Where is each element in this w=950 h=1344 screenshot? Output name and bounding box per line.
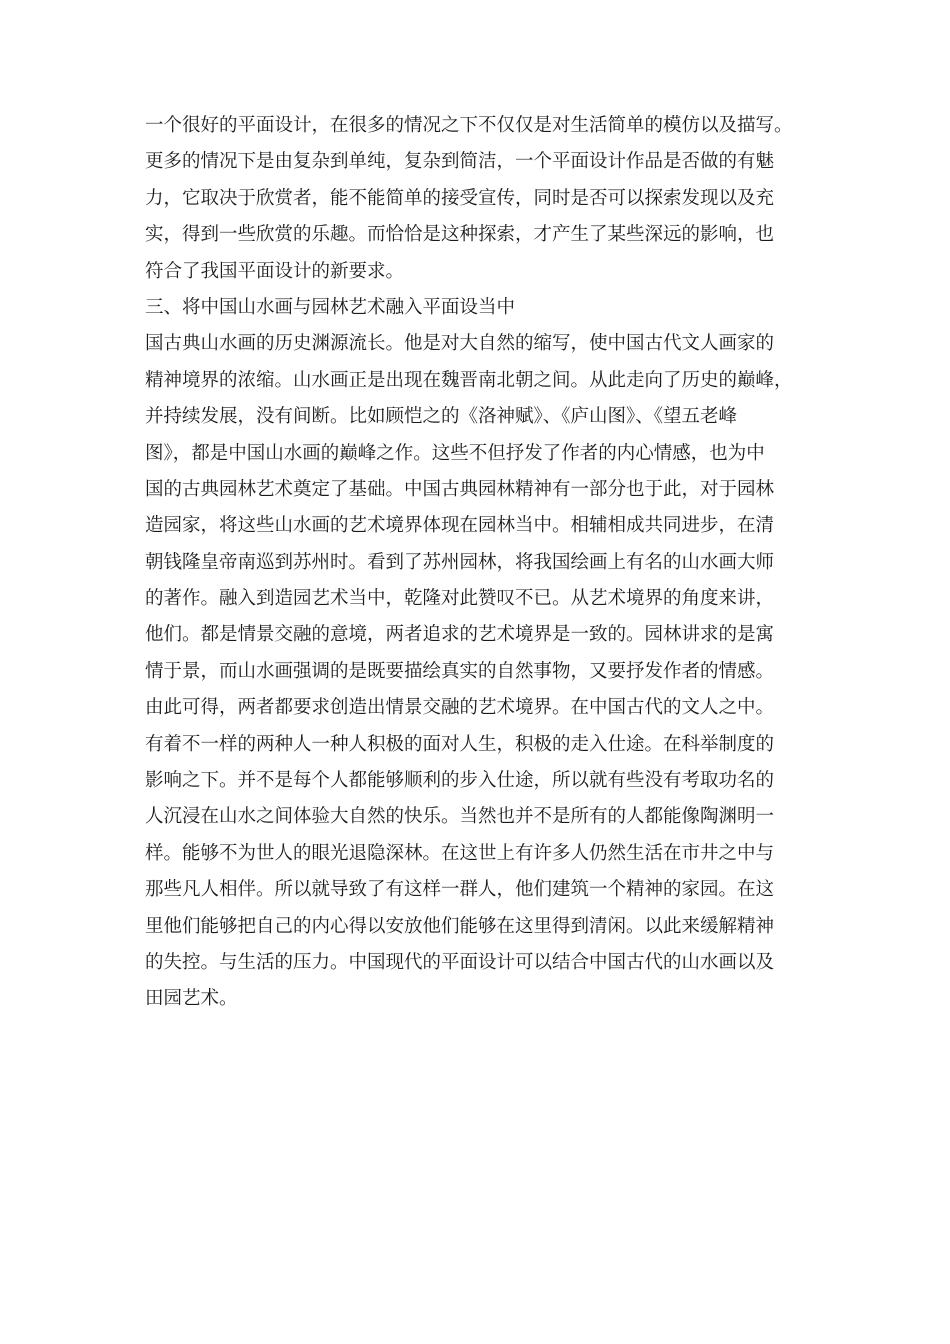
text-line: 国的古典园林艺术奠定了基础。中国古典园林精神有一部分也于此，对于园林 [145, 478, 775, 500]
text-line: 一个很好的平面设计，在很多的情况之下不仅仅是对生活简单的模仿以及描写。 [145, 115, 793, 136]
text-line: 由此可得，两者都要求创造出情景交融的艺术境界。在中国古代的文人之中。 [145, 697, 775, 719]
text-line: 造园家，将这些山水画的艺术境界体现在园林当中。相辅相成共同进步，在清 [145, 515, 775, 537]
text-line: 情于景，而山水画强调的是既要描绘真实的自然事物，又要抒发作者的情感。 [145, 660, 775, 682]
text-line: 他们。都是情景交融的意境，两者追求的艺术境界是一致的。园林讲求的是寓 [145, 624, 775, 646]
text-line: 人沉浸在山水之间体验大自然的快乐。当然也并不是所有的人都能像陶渊明一 [145, 806, 775, 828]
section-heading: 三、将中国山水画与园林艺术融入平面设当中 [145, 296, 516, 318]
text-line: 里他们能够把自己的内心得以安放他们能够在这里得到清闲。以此来缓解精神 [145, 915, 775, 937]
text-line: 符合了我国平面设计的新要求。 [145, 260, 405, 282]
text-line: 样。能够不为世人的眼光退隐深林。在这世上有许多人仍然生活在市井之中与 [145, 842, 775, 864]
text-line: 精神境界的浓缩。山水画正是出现在魏晋南北朝之间。从此走向了历史的巅峰， [145, 369, 793, 391]
text-line: 那些凡人相伴。所以就导致了有这样一群人，他们建筑一个精神的家园。在这 [145, 879, 775, 901]
text-line: 实，得到一些欣赏的乐趣。而恰恰是这种探索，才产生了某些深远的影响，也 [145, 224, 775, 246]
text-line: 的著作。融入到造园艺术当中，乾隆对此赞叹不已。从艺术境界的角度来讲， [145, 588, 775, 610]
text-line: 有着不一样的两种人一种人积极的面对人生，积极的走入仕途。在科举制度的 [145, 733, 775, 755]
text-line: 国古典山水画的历史渊源流长。他是对大自然的缩写，使中国古代文人画家的 [145, 333, 775, 355]
text-line: 朝钱隆皇帝南巡到苏州时。看到了苏州园林，将我国绘画上有名的山水画大师 [145, 551, 775, 573]
text-line: 影响之下。并不是每个人都能够顺利的步入仕途，所以就有些没有考取功名的 [145, 770, 775, 792]
text-line: 更多的情况下是由复杂到单纯，复杂到简洁，一个平面设计作品是否做的有魅 [145, 151, 775, 173]
text-line: 力，它取决于欣赏者，能不能简单的接受宣传，同时是否可以探索发现以及充 [145, 187, 775, 209]
document-body [145, 108, 815, 1018]
text-line: 图》，都是中国山水画的巅峰之作。这些不但抒发了作者的内心情感，也为中 [145, 442, 765, 464]
text-line: 田园艺术。 [145, 988, 238, 1010]
text-line: 的失控。与生活的压力。中国现代的平面设计可以结合中国古代的山水画以及 [145, 951, 775, 973]
text-line: 并持续发展，没有间断。比如顾恺之的《洛神赋》、《庐山图》、《望五老峰 [145, 406, 738, 428]
